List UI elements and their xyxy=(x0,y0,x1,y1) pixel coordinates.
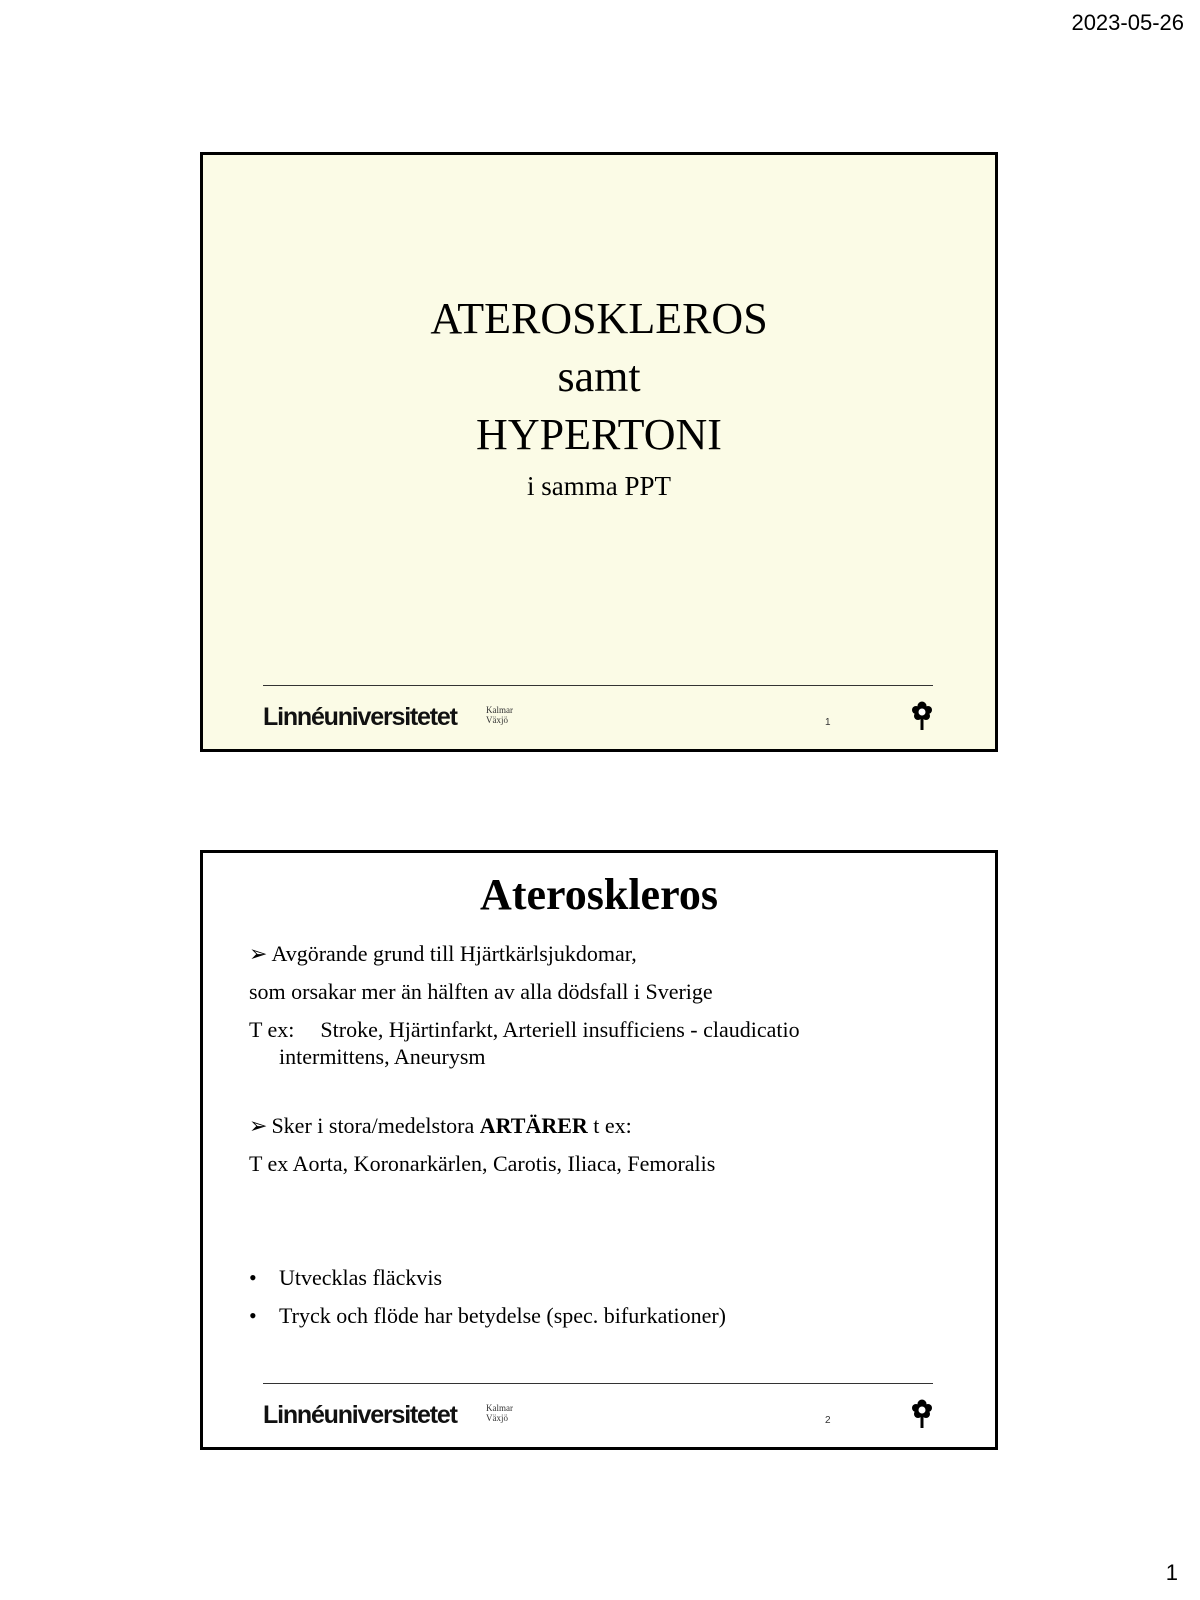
arrow-bullet-icon: ➢ xyxy=(249,941,268,966)
logo-campus-1: Kalmar xyxy=(486,1403,513,1413)
text: Stroke, Hjärtinfarkt, Arteriell insufficiens - claudicatio xyxy=(320,1017,800,1042)
page-date: 2023-05-26 xyxy=(1071,10,1184,35)
list-item xyxy=(249,1259,955,1297)
slide-number: 1 xyxy=(825,717,831,728)
logo-campus-1: Kalmar xyxy=(486,705,513,715)
slide-number: 2 xyxy=(825,1415,831,1426)
text: t ex: xyxy=(587,1113,632,1138)
slide-body xyxy=(249,935,955,1335)
slide-2 xyxy=(200,850,998,1450)
label: T ex: xyxy=(249,1017,295,1042)
bullet-icon: • xyxy=(249,1265,257,1290)
bold-text: ARTÄRER xyxy=(479,1113,588,1138)
title-block xyxy=(203,290,995,504)
arrow-item-1 xyxy=(249,935,955,973)
page-number: 1 xyxy=(1165,1560,1178,1585)
tree-icon xyxy=(909,700,935,732)
text: Tryck och flöde har betydelse (spec. bifurkationer) xyxy=(279,1303,726,1328)
university-logo: Linnéuniversitetet xyxy=(263,1401,457,1429)
title-line-3: HYPERTONI xyxy=(476,410,722,459)
arrow-bullet-icon: ➢ xyxy=(249,1113,268,1138)
slide-1 xyxy=(200,152,998,752)
paragraph: som orsakar mer än hälften av alla dödsfall i Sverige xyxy=(249,979,713,1004)
tree-icon xyxy=(909,1398,935,1430)
text: Utvecklas fläckvis xyxy=(279,1265,443,1290)
footer-divider xyxy=(263,685,933,686)
logo-campus-2: Växjö xyxy=(486,715,508,725)
paragraph: T ex Aorta, Koronarkärlen, Carotis, Iliaca, Femoralis xyxy=(249,1151,716,1176)
title-line-1: ATEROSKLEROS xyxy=(430,294,768,343)
subtitle: i samma PPT xyxy=(526,471,671,501)
text: Avgörande grund till Hjärtkärlsjukdomar, xyxy=(271,941,637,966)
paragraph-continuation: intermittens, Aneurysm xyxy=(279,1044,486,1069)
logo-campus-2: Växjö xyxy=(486,1413,508,1423)
footer-divider xyxy=(263,1383,933,1384)
text: Sker i stora/medelstora xyxy=(271,1113,480,1138)
arrow-item-2 xyxy=(249,1107,955,1145)
slide-title: Ateroskleros xyxy=(480,870,718,919)
list-item xyxy=(249,1297,955,1335)
university-logo: Linnéuniversitetet xyxy=(263,703,457,731)
title-line-2: samt xyxy=(557,352,641,401)
bullet-icon: • xyxy=(249,1303,257,1328)
logo-campus xyxy=(486,705,513,725)
logo-campus xyxy=(486,1403,513,1423)
